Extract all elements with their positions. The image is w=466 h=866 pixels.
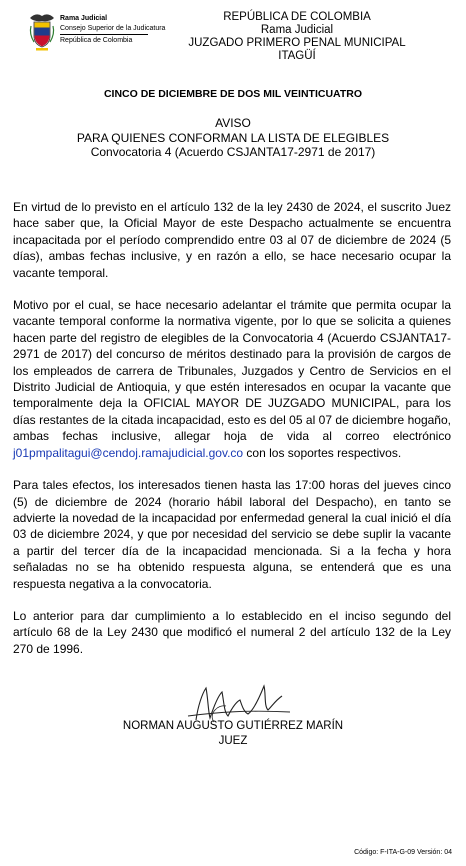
form-code: Código: F-ITA-G-09 Versión: 04 xyxy=(354,849,452,856)
notice-subtitle: PARA QUIENES CONFORMAN LA LISTA DE ELEGIBLES xyxy=(76,130,390,145)
document-body xyxy=(13,199,451,673)
header-branch: Rama Judicial xyxy=(260,24,334,36)
header-city: ITAGÜÍ xyxy=(278,50,316,62)
notice-title: AVISO xyxy=(215,116,251,130)
document-date: CINCO DE DICIEMBRE DE DOS MIL VEINTICUATRO xyxy=(103,88,363,100)
signer-block xyxy=(0,719,466,748)
email-link[interactable]: j01pmpalitagui@cendoj.ramajudicial.gov.co xyxy=(13,445,244,460)
logo-line-3: República de Colombia xyxy=(60,37,133,44)
logo-line-1: Rama Judicial xyxy=(60,15,108,22)
paragraph-2 xyxy=(13,297,451,461)
paragraph-2-tail: con los soportes respectivos. xyxy=(243,445,402,460)
header-court: JUZGADO PRIMERO PENAL MUNICIPAL xyxy=(188,37,406,49)
coat-of-arms-icon xyxy=(28,12,56,52)
paragraph-2-text: Motivo por el cual, se hace necesario adelantar el trámite que permita ocupar la vacante temporal conforme la normativa vigente, por lo que se solicita a quienes hacen parte del registro de elegibles de la Convocatoria 4 (Acuerdo CSJANTA17- 2971 de 2017) del concurso de méritos destinado para la provisión de cargos de los empleados de carrera de Tribunales, Juzgados y Centro de Servicios en el Distrito Judicial de Antioquia, y que estén interesados en ocupar la vacante que temporalmente deja la OFICIAL MAYOR DE JUZGADO MUNICIPAL, para los días restantes de la citada incapacidad, esto es del 05 al 07 de diciembre hogaño, ambas fechas inclusive, allegar hoja de vida al correo electrónico xyxy=(13,298,451,444)
logo-line-2: Consejo Superior de la Judicatura xyxy=(60,24,166,32)
notice-call: Convocatoria 4 (Acuerdo CSJANTA17-2971 de 2017) xyxy=(90,145,376,159)
signer-name: NORMAN AUGUSTO GUTIÉRREZ MARÍN xyxy=(122,720,344,732)
notice-heading xyxy=(0,116,466,160)
paragraph-1: En virtud de lo previsto en el artículo 132 de la ley 2430 de 2024, el suscrito Juez hace saber que, la Oficial Mayor de este Despacho actualmente se encuentra incapacitada por el período comprendido entre 03 al 07 de diciembre de 2024 (5 días), ambas fechas inclusive, y en razón a ello, se hace necesario ocupar la vacante temporal. xyxy=(13,200,451,280)
logo-text xyxy=(60,14,165,46)
court-header xyxy=(172,11,422,63)
header-country: REPÚBLICA DE COLOMBIA xyxy=(223,11,371,23)
logo-divider xyxy=(60,34,148,35)
paragraph-4: Lo anterior para dar cumplimiento a lo establecido en el inciso segundo del artículo 68 de la Ley 2430 que modificó el numeral 2 del artículo 132 de la Ley 270 de 1996. xyxy=(13,608,451,656)
paragraph-3: Para tales efectos, los interesados tienen hasta las 17:00 horas del jueves cinco (5) de diciembre de 2024 (horario hábil laboral del Despacho), en tanto se advierte la novedad de la incapacidad por enfermedad general la cual inició el día 03 de diciembre 2024, y que por necesidad del servicio se debe suplir la vacante a partir del tercer día de la incapacidad mencionada. Si a la fecha y hora señaladas no se ha obtenido respuesta alguna, se entenderá que es una respuesta negativa a la convocatoria. xyxy=(13,478,451,591)
signer-role: JUEZ xyxy=(218,734,248,747)
